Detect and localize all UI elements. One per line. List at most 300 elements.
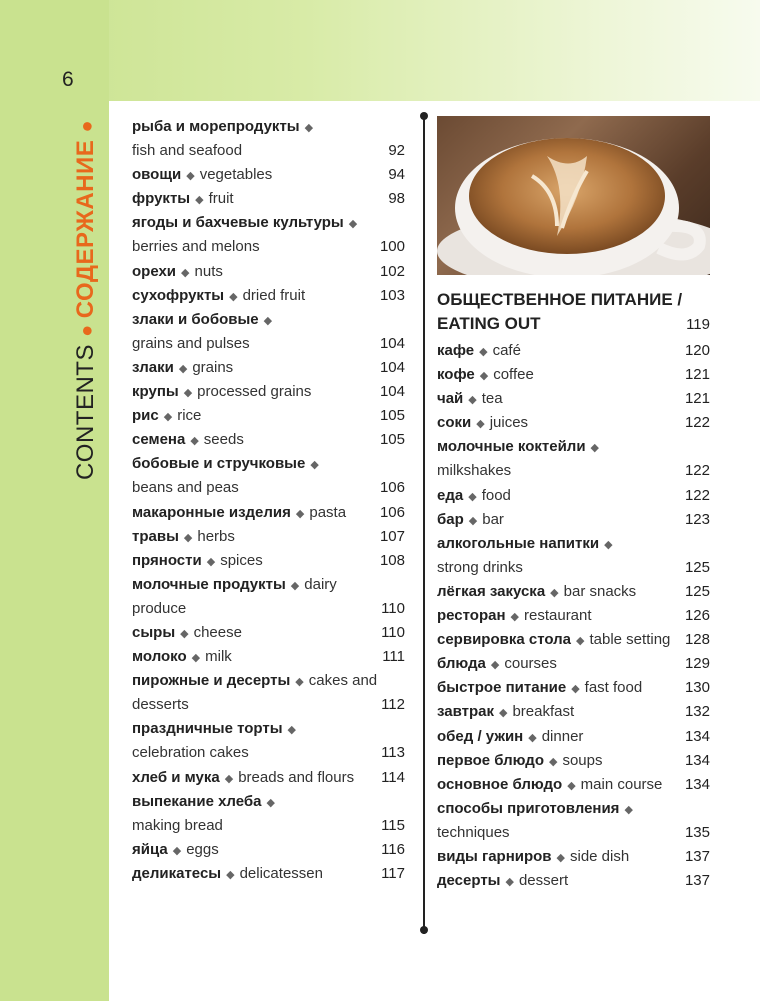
toc-entry-ru: сыры — [132, 623, 176, 641]
toc-entry-ru: овощи — [132, 166, 182, 184]
toc-entry-page: 137 — [684, 872, 710, 890]
toc-entry-ru: макаронные изделия — [132, 503, 291, 521]
toc-entry-page: 102 — [379, 262, 405, 280]
toc-entry-title — [132, 163, 382, 188]
toc-entry-title — [437, 676, 679, 701]
toc-entry-title — [132, 645, 376, 670]
diamond-icon: ◆ — [468, 490, 477, 503]
toc-entry-title — [437, 652, 679, 677]
toc-entry-page: 105 — [379, 407, 405, 425]
toc-entry-page: 94 — [388, 166, 405, 184]
toc-entry-page: 121 — [684, 366, 710, 384]
toc-entry-page: 129 — [684, 655, 710, 673]
toc-entry-en: processed grains — [197, 383, 312, 401]
toc-entry-page: 134 — [684, 775, 710, 793]
toc-entry-en: fast food — [584, 679, 643, 697]
toc-entry-en: milk — [205, 648, 232, 666]
diamond-icon: ◆ — [229, 290, 238, 303]
toc-entry — [132, 235, 405, 259]
toc-entry — [132, 766, 405, 790]
toc-entry-title — [132, 862, 375, 887]
diamond-icon: ◆ — [183, 387, 193, 400]
toc-entry-title — [132, 501, 374, 526]
toc-entry — [437, 459, 710, 483]
toc-entry-page: 107 — [379, 527, 405, 545]
diamond-icon: ◆ — [178, 362, 188, 375]
toc-entry-en: desserts — [132, 696, 189, 714]
toc-entry-ru: обед / ужин — [437, 727, 524, 745]
toc-entry — [437, 580, 710, 604]
toc-entry-ru: соки — [437, 414, 472, 432]
toc-entry-title — [437, 339, 679, 364]
toc-entry-page: 126 — [684, 607, 710, 625]
header-band — [0, 0, 760, 101]
toc-entry-ru: молочные продукты — [132, 575, 286, 593]
toc-entry-en: celebration cakes — [132, 744, 249, 762]
toc-entry-page: 113 — [381, 744, 405, 762]
toc-entry-ru: травы — [132, 527, 179, 545]
toc-entry-page: 100 — [379, 238, 405, 256]
toc-entry-en: dried fruit — [242, 286, 306, 304]
toc-entry — [132, 717, 405, 741]
toc-entry-title — [132, 380, 374, 405]
section-page-number: 119 — [686, 316, 710, 333]
toc-entry-en: dairy — [304, 575, 337, 593]
toc-entry-title — [132, 693, 375, 717]
toc-entry — [437, 652, 710, 676]
toc-entry-page: 123 — [684, 510, 710, 528]
toc-entry — [132, 669, 405, 693]
contents-list-right — [437, 339, 710, 893]
toc-entry — [437, 363, 710, 387]
toc-entry-en: tea — [481, 390, 503, 408]
toc-entry-en: fish and seafood — [132, 142, 243, 160]
diamond-icon: ◆ — [476, 418, 485, 431]
toc-entry-ru: еда — [437, 486, 464, 504]
toc-entry-page: 110 — [381, 623, 405, 641]
toc-entry-en: grains and pulses — [132, 334, 250, 352]
toc-entry-page: 130 — [684, 679, 710, 697]
toc-entry-page: 122 — [684, 414, 710, 432]
diamond-icon: ◆ — [490, 659, 500, 672]
toc-entry-ru: крупы — [132, 383, 179, 401]
toc-entry-ru: кафе — [437, 342, 475, 359]
toc-entry-page: 135 — [684, 823, 710, 841]
diamond-icon: ◆ — [624, 803, 633, 816]
toc-entry-en: coffee — [493, 366, 534, 384]
toc-entry — [132, 163, 405, 187]
toc-entry-en: restaurant — [524, 607, 592, 625]
toc-entry — [132, 525, 405, 549]
toc-entry-ru: фрукты — [132, 190, 191, 208]
diamond-icon: ◆ — [528, 731, 537, 744]
toc-entry-ru: выпекание хлеба — [132, 792, 262, 810]
diamond-icon: ◆ — [604, 538, 613, 551]
toc-entry — [132, 790, 405, 814]
toc-entry — [437, 532, 710, 556]
toc-entry-title — [132, 260, 374, 285]
diamond-icon: ◆ — [571, 683, 580, 696]
toc-entry-ru: деликатесы — [132, 864, 222, 882]
toc-entry-title — [132, 428, 374, 453]
toc-entry-en: herbs — [197, 527, 235, 545]
toc-entry-en: main course — [580, 775, 663, 793]
toc-entry — [437, 797, 710, 821]
page-number: 6 — [62, 68, 74, 91]
toc-entry-ru: молоко — [132, 648, 187, 666]
toc-entry-ru: кофе — [437, 366, 475, 384]
toc-entry-en: courses — [504, 655, 557, 673]
toc-entry-title — [132, 308, 399, 333]
diamond-icon: ◆ — [195, 194, 204, 207]
toc-entry — [132, 476, 405, 500]
toc-entry — [132, 308, 405, 332]
toc-entry-title — [132, 741, 375, 765]
toc-entry-ru: основное блюдо — [437, 775, 563, 793]
toc-entry-page: 137 — [684, 847, 710, 865]
toc-entry-page: 103 — [379, 286, 405, 304]
toc-entry-page: 122 — [684, 486, 710, 504]
toc-entry-en: beans and peas — [132, 479, 239, 497]
toc-entry-title — [132, 356, 374, 381]
toc-entry-en: delicatessen — [239, 864, 323, 882]
toc-entry-ru: лёгкая закуска — [437, 582, 546, 600]
toc-entry-page: 98 — [388, 190, 405, 208]
toc-entry — [437, 869, 710, 893]
toc-entry — [132, 332, 405, 356]
toc-entry-title — [437, 363, 679, 388]
toc-entry-ru: завтрак — [437, 703, 494, 721]
toc-entry-title — [437, 604, 679, 629]
diamond-icon: ◆ — [224, 772, 234, 785]
diamond-icon: ◆ — [590, 442, 600, 455]
toc-entry-ru: семена — [132, 431, 186, 449]
toc-entry-title — [132, 404, 374, 429]
toc-entry-en: pasta — [309, 503, 347, 521]
toc-entry-title — [132, 235, 374, 259]
toc-entry-ru: злаки и бобовые — [132, 310, 259, 328]
toc-entry — [132, 838, 405, 862]
toc-entry-page: 134 — [684, 727, 710, 745]
toc-entry-title — [132, 211, 399, 236]
coffee-photo — [437, 116, 710, 275]
toc-entry-page: 106 — [379, 479, 405, 497]
toc-entry-en: spices — [220, 551, 263, 569]
toc-entry-title — [132, 717, 399, 742]
toc-entry-ru: злаки — [132, 358, 174, 376]
toc-entry — [132, 115, 405, 139]
diamond-icon: ◆ — [191, 652, 201, 665]
toc-entry-ru: пряности — [132, 551, 202, 569]
toc-entry-ru: рыба и морепродукты — [132, 118, 300, 135]
toc-entry-title — [132, 139, 382, 163]
diamond-icon: ◆ — [468, 514, 478, 527]
toc-entry-title — [437, 411, 679, 436]
toc-entry — [132, 645, 405, 669]
toc-entry — [437, 556, 710, 580]
diamond-icon: ◆ — [206, 555, 216, 568]
toc-entry-title — [132, 525, 374, 550]
diamond-icon: ◆ — [468, 394, 477, 407]
diamond-icon: ◆ — [190, 435, 199, 448]
toc-entry — [132, 380, 405, 404]
toc-entry-ru: виды гарниров — [437, 847, 552, 865]
toc-entry-title — [437, 869, 679, 894]
toc-entry-ru: алкогольные напитки — [437, 534, 600, 552]
toc-entry — [437, 604, 710, 628]
vertical-title-en: CONTENTS — [72, 344, 99, 481]
toc-entry-en: table setting — [589, 631, 671, 649]
toc-entry-title — [132, 838, 375, 863]
toc-entry-en: breads and flours — [238, 768, 355, 786]
toc-entry — [132, 404, 405, 428]
toc-entry — [132, 260, 405, 284]
toc-entry-title — [437, 532, 704, 557]
toc-entry-title — [437, 580, 679, 605]
toc-entry-title — [437, 387, 679, 412]
toc-entry-page: 114 — [381, 768, 405, 786]
toc-entry-en: rice — [177, 407, 202, 425]
toc-entry — [437, 435, 710, 459]
toc-entry — [437, 387, 710, 411]
toc-entry-en: grains — [192, 358, 234, 376]
toc-entry-page: 106 — [379, 503, 405, 521]
toc-entry — [437, 484, 710, 508]
toc-entry-title — [437, 725, 679, 750]
toc-entry-en: seeds — [203, 431, 244, 449]
toc-entry — [132, 573, 405, 597]
toc-entry-page: 121 — [684, 390, 710, 408]
toc-entry-en: fruit — [208, 190, 234, 208]
diamond-icon: ◆ — [163, 411, 173, 424]
toc-entry-title — [132, 573, 399, 598]
diamond-icon: ◆ — [181, 266, 190, 279]
contents-list-left — [132, 115, 405, 886]
toc-entry-title — [437, 845, 679, 870]
vertical-title — [72, 120, 100, 480]
toc-entry — [132, 452, 405, 476]
vertical-title-ru: СОДЕРЖАНИЕ — [72, 139, 99, 319]
toc-entry-title — [437, 700, 679, 725]
toc-entry-ru: бобовые и стручковые — [132, 455, 306, 473]
toc-entry — [437, 676, 710, 700]
diamond-icon: ◆ — [479, 346, 488, 358]
toc-entry-en: strong drinks — [437, 558, 523, 576]
diamond-icon: ◆ — [186, 170, 195, 183]
toc-entry — [132, 428, 405, 452]
toc-entry — [132, 211, 405, 235]
latte-art-coffee-cup-icon — [437, 116, 710, 275]
toc-entry-title — [132, 669, 399, 694]
toc-entry-title — [132, 549, 374, 574]
bullet-icon: ● — [76, 119, 98, 133]
toc-entry-ru: быстрое питание — [437, 679, 567, 697]
diamond-icon: ◆ — [172, 844, 182, 857]
toc-entry-en: side dish — [570, 847, 630, 865]
toc-entry-en: milkshakes — [437, 462, 512, 480]
toc-entry-title — [437, 628, 679, 653]
toc-entry — [132, 501, 405, 525]
toc-entry — [437, 749, 710, 773]
diamond-icon: ◆ — [226, 868, 235, 881]
toc-entry-ru: бар — [437, 510, 464, 528]
section-title-line2: EATING OUT — [437, 314, 541, 333]
toc-entry-ru: чай — [437, 390, 464, 408]
toc-entry-en: bar — [482, 510, 504, 528]
diamond-icon: ◆ — [180, 627, 189, 640]
toc-entry — [132, 741, 405, 765]
toc-entry-en: berries and melons — [132, 238, 260, 256]
toc-entry — [132, 862, 405, 886]
diamond-icon: ◆ — [510, 611, 519, 624]
toc-entry-ru: яйца — [132, 840, 168, 858]
toc-entry-title — [437, 773, 679, 798]
toc-entry-page: 125 — [684, 582, 710, 600]
toc-entry — [132, 284, 405, 308]
toc-entry-title — [437, 484, 679, 509]
toc-entry-ru: праздничные торты — [132, 720, 283, 738]
toc-entry — [437, 821, 710, 845]
toc-entry-en: juices — [489, 414, 529, 432]
toc-entry — [437, 773, 710, 797]
toc-entry-title — [132, 476, 374, 500]
toc-entry-page: 128 — [684, 631, 710, 649]
toc-entry-ru: первое блюдо — [437, 751, 544, 769]
toc-entry-page: 116 — [381, 840, 405, 858]
toc-entry-page: 110 — [381, 599, 405, 617]
diamond-icon: ◆ — [498, 707, 508, 720]
toc-entry-title — [132, 452, 399, 477]
toc-entry — [437, 628, 710, 652]
toc-entry-page: 134 — [684, 751, 710, 769]
diamond-icon: ◆ — [266, 796, 275, 809]
toc-entry-title — [437, 797, 704, 822]
toc-entry-en: dessert — [518, 872, 569, 890]
toc-entry-en: café — [492, 342, 521, 359]
toc-entry-en: cakes and — [308, 672, 378, 690]
diamond-icon: ◆ — [310, 459, 319, 472]
toc-entry-ru: десерты — [437, 872, 501, 890]
column-divider — [423, 116, 425, 934]
diamond-icon: ◆ — [505, 876, 514, 889]
toc-entry-en: vegetables — [199, 166, 273, 184]
toc-entry-ru: хлеб и мука — [132, 768, 220, 786]
toc-entry-title — [132, 284, 374, 309]
toc-entry-ru: рис — [132, 407, 159, 425]
divider-cap-top — [420, 112, 428, 120]
toc-entry-ru: молочные коктейли — [437, 438, 586, 456]
toc-entry — [437, 845, 710, 869]
toc-entry-en: food — [481, 486, 511, 504]
diamond-icon: ◆ — [295, 507, 305, 520]
toc-entry-en: eggs — [186, 840, 219, 858]
toc-entry-ru: способы приготовления — [437, 799, 620, 817]
toc-entry-page: 117 — [381, 864, 405, 882]
toc-entry-title — [132, 115, 399, 140]
toc-entry-title — [437, 435, 704, 460]
toc-entry-en: cheese — [193, 623, 242, 641]
toc-entry-page: 108 — [379, 551, 405, 569]
section-title-line1: ОБЩЕСТВЕННОЕ ПИТАНИЕ / — [437, 290, 683, 309]
diamond-icon: ◆ — [548, 755, 558, 768]
toc-entry-title — [132, 597, 375, 621]
diamond-icon: ◆ — [263, 314, 273, 327]
toc-entry-title — [437, 749, 679, 774]
toc-entry — [437, 725, 710, 749]
toc-entry — [132, 693, 405, 717]
diamond-icon: ◆ — [290, 579, 300, 592]
toc-entry-ru: пирожные и десерты — [132, 672, 291, 690]
toc-entry-title — [132, 790, 399, 815]
diamond-icon: ◆ — [550, 586, 559, 599]
toc-entry-en: produce — [132, 599, 187, 617]
toc-entry-page: 120 — [684, 342, 710, 359]
toc-entry-title — [132, 766, 375, 791]
toc-entry-title — [132, 332, 374, 356]
diamond-icon: ◆ — [183, 531, 193, 544]
divider-cap-bottom — [420, 926, 428, 934]
toc-entry-ru: сухофрукты — [132, 286, 225, 304]
toc-entry-page: 104 — [379, 383, 405, 401]
toc-entry-title — [132, 187, 382, 212]
toc-entry-page: 92 — [388, 142, 405, 160]
toc-entry-page: 104 — [379, 358, 405, 376]
diamond-icon: ◆ — [567, 779, 576, 792]
toc-entry-ru: орехи — [132, 262, 177, 280]
section-title — [437, 288, 710, 337]
toc-entry-title — [437, 821, 679, 845]
toc-entry-page: 115 — [381, 816, 405, 834]
toc-entry-ru: блюда — [437, 655, 486, 673]
diamond-icon: ◆ — [304, 122, 314, 134]
toc-entry — [132, 597, 405, 621]
diamond-icon: ◆ — [287, 724, 296, 737]
toc-entry — [132, 187, 405, 211]
toc-entry-page: 105 — [379, 431, 405, 449]
toc-entry-title — [437, 508, 679, 533]
toc-entry — [132, 356, 405, 380]
toc-entry-title — [132, 621, 375, 646]
toc-entry-title — [437, 459, 679, 483]
toc-entry-en: nuts — [194, 262, 223, 280]
toc-entry-page: 122 — [684, 462, 710, 480]
toc-entry-ru: ягоды и бахчевые культуры — [132, 214, 344, 232]
toc-entry-en: bar snacks — [563, 582, 637, 600]
toc-entry-page: 104 — [379, 334, 405, 352]
toc-entry-page: 111 — [382, 648, 405, 666]
toc-entry-ru: сервировка стола — [437, 631, 572, 649]
toc-entry-en: making bread — [132, 816, 223, 834]
toc-entry — [132, 549, 405, 573]
toc-entry — [132, 814, 405, 838]
toc-entry-en: techniques — [437, 823, 510, 841]
toc-entry — [132, 139, 405, 163]
diamond-icon: ◆ — [479, 370, 489, 383]
toc-entry — [437, 339, 710, 363]
toc-entry — [437, 700, 710, 724]
diamond-icon: ◆ — [348, 218, 358, 231]
toc-entry-page: 132 — [684, 703, 710, 721]
toc-entry-title — [437, 556, 679, 580]
diamond-icon: ◆ — [295, 676, 304, 689]
toc-entry-title — [132, 814, 375, 838]
toc-entry-ru: ресторан — [437, 607, 506, 625]
diamond-icon: ◆ — [556, 851, 565, 864]
toc-entry-en: dinner — [541, 727, 584, 745]
toc-entry — [437, 508, 710, 532]
bullet-icon: ● — [76, 318, 98, 337]
toc-entry-en: soups — [562, 751, 603, 769]
